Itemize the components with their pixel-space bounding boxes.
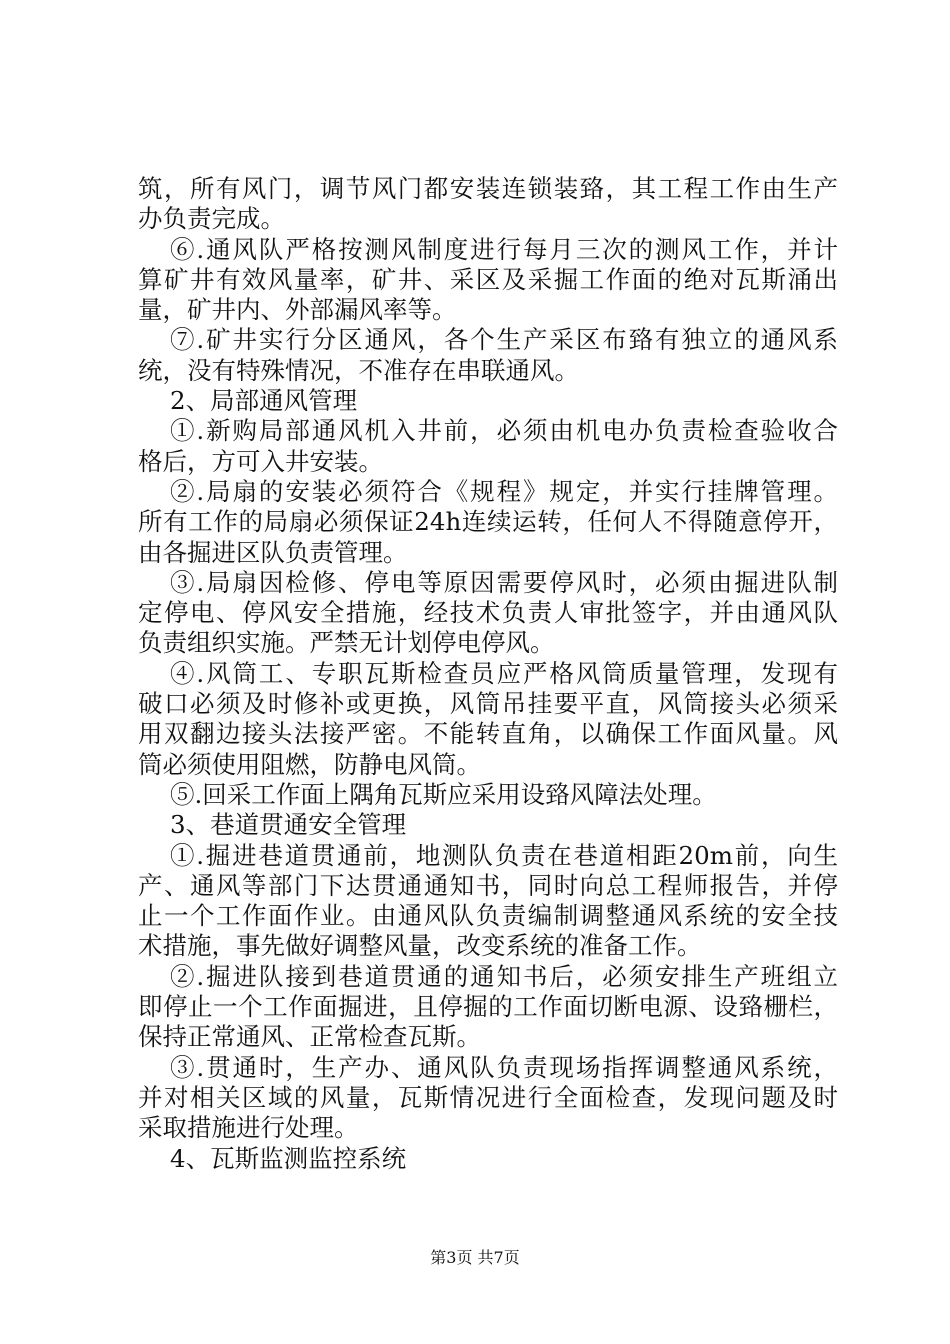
text-line: 用双翻边接头法接严密。不能转直角，以确保工作面风量。风 <box>138 719 838 749</box>
text-line: ④.风筒工、专职瓦斯检查员应严格风筒质量管理，发现有 <box>170 658 838 688</box>
text-line: 采取措施进行处理。 <box>138 1113 359 1143</box>
text-line: 量，矿井内、外部漏风率等。 <box>138 295 457 325</box>
text-line: 产、通风等部门下达贯通通知书，同时向总工程师报告，并停 <box>138 870 838 900</box>
text-line: 算矿井有效风量率，矿井、采区及采掘工作面的绝对瓦斯涌出 <box>138 264 838 294</box>
text-line: ①.新购局部通风机入井前，必须由机电办负责检查验收合 <box>170 416 838 446</box>
text-line: ⑥.通风队严格按测风制度进行每月三次的测风工作，并计 <box>170 234 838 264</box>
text-line: 并对相关区域的风量，瓦斯情况进行全面检查，发现问题及时 <box>138 1082 838 1112</box>
text-line: 即停止一个工作面掘进，且停掘的工作面切断电源、设臵栅栏， <box>138 992 838 1022</box>
text-line: 负责组织实施。严禁无计划停电停风。 <box>138 628 555 658</box>
text-line: 保持正常通风、正常检查瓦斯。 <box>138 1022 481 1052</box>
text-line: ⑦.矿井实行分区通风，各个生产采区布臵有独立的通风系 <box>170 325 838 355</box>
text-line: 格后，方可入井安装。 <box>138 446 383 476</box>
text-line: ①.掘进巷道贯通前，地测队负责在巷道相距20m前，向生 <box>170 840 838 870</box>
section-heading: 3、巷道贯通安全管理 <box>170 810 407 840</box>
text-line: ②.掘进队接到巷道贯通的通知书后，必须安排生产班组立 <box>170 961 838 991</box>
text-line: ②.局扇的安装必须符合《规程》规定，并实行挂牌管理。 <box>170 476 838 506</box>
text-line: 统，没有特殊情况，不准存在串联通风。 <box>138 355 579 385</box>
text-line: 止一个工作面作业。由通风队负责编制调整通风系统的安全技 <box>138 901 838 931</box>
text-line: 定停电、停风安全措施，经技术负责人审批签字，并由通风队 <box>138 598 838 628</box>
text-line: 术措施，事先做好调整风量，改变系统的准备工作。 <box>138 931 702 961</box>
text-line: ③.局扇因检修、停电等原因需要停风时，必须由掘进队制 <box>170 567 838 597</box>
text-line: ⑤.回采工作面上隅角瓦斯应采用设臵风障法处理。 <box>170 779 717 809</box>
text-line: 由各掘进区队负责管理。 <box>138 537 408 567</box>
section-heading: 4、瓦斯监测监控系统 <box>170 1143 407 1173</box>
text-line: 筒必须使用阻燃，防静电风筒。 <box>138 749 481 779</box>
text-line: 破口必须及时修补或更换，风筒吊挂要平直，风筒接头必须采 <box>138 689 838 719</box>
text-line: 所有工作的局扇必须保证24h连续运转，任何人不得随意停开， <box>138 507 838 537</box>
section-heading: 2、局部通风管理 <box>170 386 358 416</box>
document-body <box>138 174 838 1174</box>
text-line: 筑，所有风门，调节风门都安装连锁装臵，其工程工作由生产 <box>138 174 838 203</box>
text-line: 办负责完成。 <box>138 204 285 234</box>
page-footer: 第3页 共7页 <box>430 1248 520 1267</box>
text-line: ③.贯通时，生产办、通风队负责现场指挥调整通风系统， <box>170 1052 838 1082</box>
